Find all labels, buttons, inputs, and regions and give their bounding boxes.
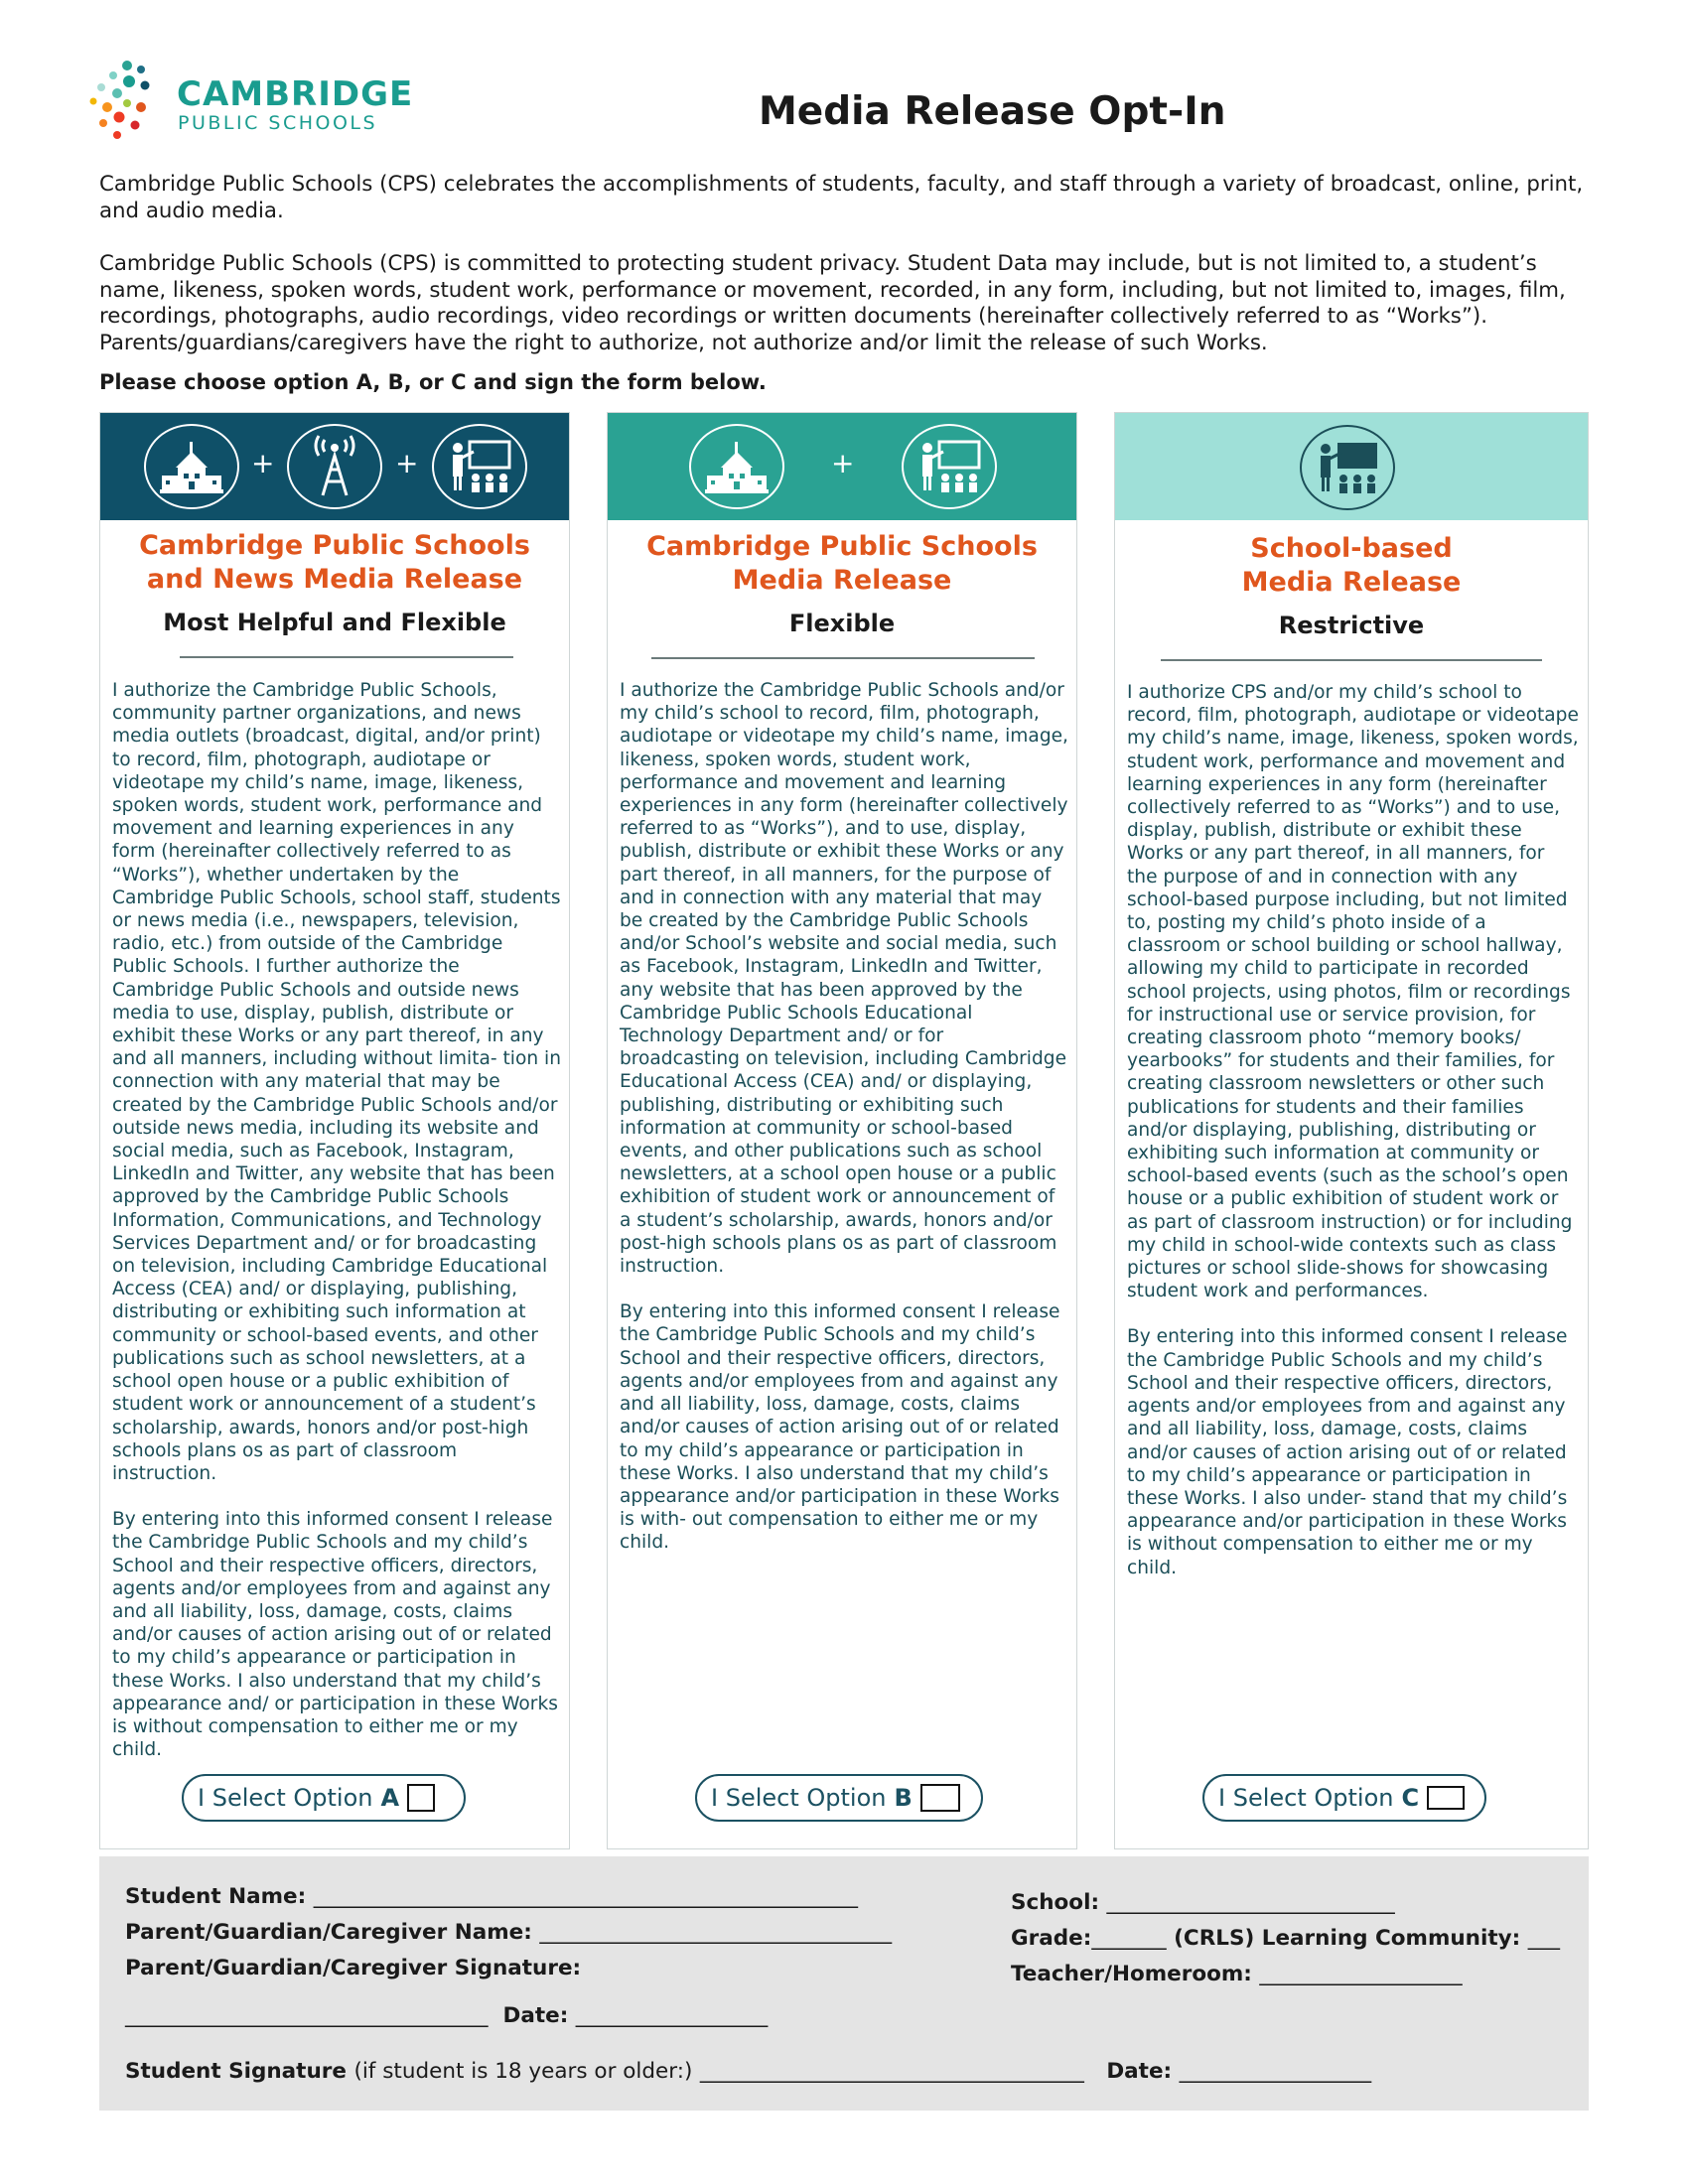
student-signature-note: (if student is 18 years or older:) xyxy=(353,2059,693,2084)
option-a-title: Cambridge Public Schools and News Media Release xyxy=(139,530,530,595)
option-c-letter: C xyxy=(1401,1784,1420,1812)
option-b-paragraph-1: I authorize the Cambridge Public Schools and/or my child’s school to record, film, photograph, audiotape or videotape my child’s name, image, likeness, spoken words, student work, performance and movement and learning experiences in any form (hereinafter collectively referred to as “Works”), and to use, display, publish, distribute or exhibit these Works or any part thereof, in all manners, for the purpose of and in connection with any material that may be created by the Cambridge Public Schools and/or School’s website and social media, such as Facebook, Instagram, LinkedIn and Twitter, any website that has been approved by the Cambridge Public Schools Educational Technology Department and/ or for broadcasting on television, including Cambridge Educational Access (CEA) and/ or displaying, publishing, distributing or exhibiting such information at community or school-based events, and other publications such as school newsletters, at a school open house or a public exhibition of student work or announcement of a student’s scholarship, awards, honors and/or post-high schools plans os as part of classroom instruction. xyxy=(620,680,1068,1278)
option-c-header xyxy=(1115,413,1588,520)
select-option-c[interactable] xyxy=(1202,1774,1486,1822)
date2-label: Date: xyxy=(1106,2059,1173,2084)
option-a-subtitle: Most Helpful and Flexible xyxy=(163,609,506,636)
option-a-card xyxy=(99,412,570,1849)
option-a-paragraph-1: I authorize the Cambridge Public Schools, community partner organizations, and news media outlets (broadcast, digital, and/or print) to record, film, photograph, audiotape or videotape my child’s name, image, likeness, spoken words, student work, performance and movement and learning experiences in any form (hereinafter collectively referred to as “Works”), whether undertaken by the Cambridge Public Schools, school staff, students or news media (i.e., newspapers, television, radio, etc.) from outside of the Cambridge Public Schools. I further authorize the Cambridge Public Schools and outside news media to use, display, publish, distribute or exhibit these Works or any part thereof, in any and all manners, including without limita- tion in connection with any material that may be created by the Cambridge Public Schools and/or outside news media, including its website and social media, such as Facebook, Instagram, LinkedIn and Twitter, any website that has been approved by the Cambridge Public Schools Information, Communications, and Technology Services Department and/ or for broadcasting on television, including Cambridge Educational Access (CEA) and/ or displaying, publishing, distributing or exhibiting such information at community or school-based events, and other publications such as school newsletters, at a school open house or a public exhibition of student work or announcement of a student’s scholarship, awards, honors and/or post-high schools plans os as part of classroom instruction. xyxy=(112,680,561,1484)
option-a-paragraph-2: By entering into this informed consent I release the Cambridge Public Schools and my child’s School and their respective officers, directors, agents and/or employees from and against any and all liability, loss, damage, costs, claims and/or causes of action arising out of or related to my child’s appearance or participation in these Works. I also understand that my child’s appearance and/ or participation in these Works is without compensation to either me or my child. xyxy=(112,1509,558,1761)
intro-paragraph-2: Cambridge Public Schools (CPS) is committed to protecting student privacy. Student Data may include, but is not limited to, a student’s name, likeness, spoken words, student work, performance or movement, recorded, in any form, including, but not limited to, images, film, recordings, photographs, audio recordings, video recordings or written documents (hereinafter collectively referred to as “Works”). Parents/guardians/caregivers have the right to authorize, not authorize and/or limit the release of such Works. xyxy=(99,251,1566,355)
option-c-subtitle: Restrictive xyxy=(1278,612,1425,639)
plus-icon: + xyxy=(395,447,419,479)
intro-paragraph-1: Cambridge Public Schools (CPS) celebrates the accomplishments of students, faculty, and staff through a variety of broadcast, online, print, and audio media. xyxy=(99,172,1584,223)
select-option-b-label: I Select Option xyxy=(711,1784,887,1812)
divider xyxy=(1161,659,1542,661)
grade-label: Grade: xyxy=(1011,1926,1092,1951)
option-c-text xyxy=(1127,681,1580,1602)
student-name-label: Student Name: xyxy=(125,1884,307,1909)
option-c-title: School-based Media Release xyxy=(1241,533,1462,598)
option-c-checkbox[interactable] xyxy=(1427,1786,1465,1810)
page-title: Media Release Opt-In xyxy=(759,89,1226,134)
option-c-paragraph-1: I authorize CPS and/or my child’s school to record, film, photograph, audiotape or videotape my child’s name, image, likeness, spoken words, student work, performance and movement and learning experiences in any form (hereinafter collectively referred to as “Works”) and to use, display, publish, distribute or exhibit these Works or any part thereof, in all manners, for the purpose of and in connection with any school-based purpose including, but not limited to, posting my child’s photo inside of a classroom or school building or school hallway, allowing my child to participate in recorded school projects, using photos, film or recordings for instructional use or service provision, for creating classroom photo “memory books/ yearbooks” for students and their families, for creating classroom newsletters or other such publications for students and their families and/or displaying, publishing, distributing or exhibiting such information at community or school-based events (such as the school’s open house or a public exhibition of student work or as part of classroom instruction) or for including my child in school-wide contexts such as class pictures or school slide-shows for showcasing student work and performances. xyxy=(1127,682,1579,1302)
school-label: School: xyxy=(1011,1890,1100,1915)
date-label: Date: xyxy=(502,2003,569,2028)
option-b-header xyxy=(608,413,1076,520)
classroom-teacher-icon xyxy=(902,424,997,509)
plus-icon: + xyxy=(251,447,275,479)
option-b-paragraph-2: By entering into this informed consent I release the Cambridge Public Schools and my child’s School and their respective officers, directors, agents and/or employees from and against any and all liability, loss, damage, costs, claims and/or causes of action arising out of or related to my child’s appearance or participation in these Works. I also understand that my child’s appearance and/or participation in these Works is with- out compensation to either me or my child. xyxy=(620,1301,1060,1554)
option-a-checkbox[interactable] xyxy=(407,1784,435,1812)
option-b-letter: B xyxy=(894,1784,913,1812)
teacher-field[interactable]: Teacher/Homeroom: ___________________ xyxy=(1011,1962,1463,1986)
classroom-teacher-icon xyxy=(1300,425,1395,510)
divider xyxy=(651,657,1035,659)
student-signature-label: Student Signature xyxy=(125,2059,347,2084)
option-a-text xyxy=(112,679,561,1784)
broadcast-tower-icon xyxy=(287,424,382,509)
select-option-a-label: I Select Option xyxy=(198,1784,373,1812)
logo-line2: PUBLIC SCHOOLS xyxy=(178,112,378,134)
option-b-card xyxy=(607,412,1077,1849)
grade-field[interactable]: Grade:_______ (CRLS) Learning Community: ___ xyxy=(1011,1926,1560,1951)
logo xyxy=(87,58,414,147)
option-b-checkbox[interactable] xyxy=(920,1784,960,1812)
divider xyxy=(180,656,513,658)
parent-signature-line[interactable]: __________________________________ Date: __________________ xyxy=(125,2003,769,2028)
parent-signature-label: Parent/Guardian/Caregiver Signature: xyxy=(125,1956,582,1980)
school-building-icon xyxy=(144,424,239,509)
instruction-text: Please choose option A, B, or C and sign the form below. xyxy=(99,370,767,394)
signature-form xyxy=(99,1856,1589,2111)
option-b-text xyxy=(620,679,1068,1577)
student-signature-field[interactable]: Student Signature (if student is 18 years or older:) ____________________________________ Date: __________________ xyxy=(125,2059,1372,2084)
school-field[interactable]: School: ___________________________ xyxy=(1011,1890,1395,1915)
classroom-teacher-icon xyxy=(432,424,527,509)
option-c-paragraph-2: By entering into this informed consent I release the Cambridge Public Schools and my child’s School and their respective officers, directors, agents and/or employees from and against any and all liability, loss, damage, costs, claims and/or causes of action arising out of or related to my child’s appearance or participation in these Works. I also under- stand that my child’s appearance and/or participation in these Works is without compensation to either me or my child. xyxy=(1127,1326,1568,1578)
logo-dots-icon xyxy=(87,58,167,147)
option-a-letter: A xyxy=(380,1784,400,1812)
select-option-a[interactable] xyxy=(182,1774,466,1822)
parent-name-field[interactable]: Parent/Guardian/Caregiver Name: _________________________________ xyxy=(125,1920,893,1945)
learning-community-label: (CRLS) Learning Community: xyxy=(1174,1926,1521,1951)
plus-icon: + xyxy=(831,447,855,479)
select-option-b[interactable] xyxy=(695,1774,983,1822)
parent-name-label: Parent/Guardian/Caregiver Name: xyxy=(125,1920,532,1945)
logo-line1: CAMBRIDGE xyxy=(177,74,414,114)
school-building-icon xyxy=(689,424,784,509)
select-option-c-label: I Select Option xyxy=(1218,1784,1394,1812)
option-a-header xyxy=(100,413,569,520)
option-b-title: Cambridge Public Schools Media Release xyxy=(646,531,1038,596)
student-name-field[interactable]: Student Name: ___________________________________________________ xyxy=(125,1884,858,1909)
option-b-subtitle: Flexible xyxy=(788,610,896,637)
teacher-label: Teacher/Homeroom: xyxy=(1011,1962,1252,1986)
option-c-card xyxy=(1114,412,1589,1849)
